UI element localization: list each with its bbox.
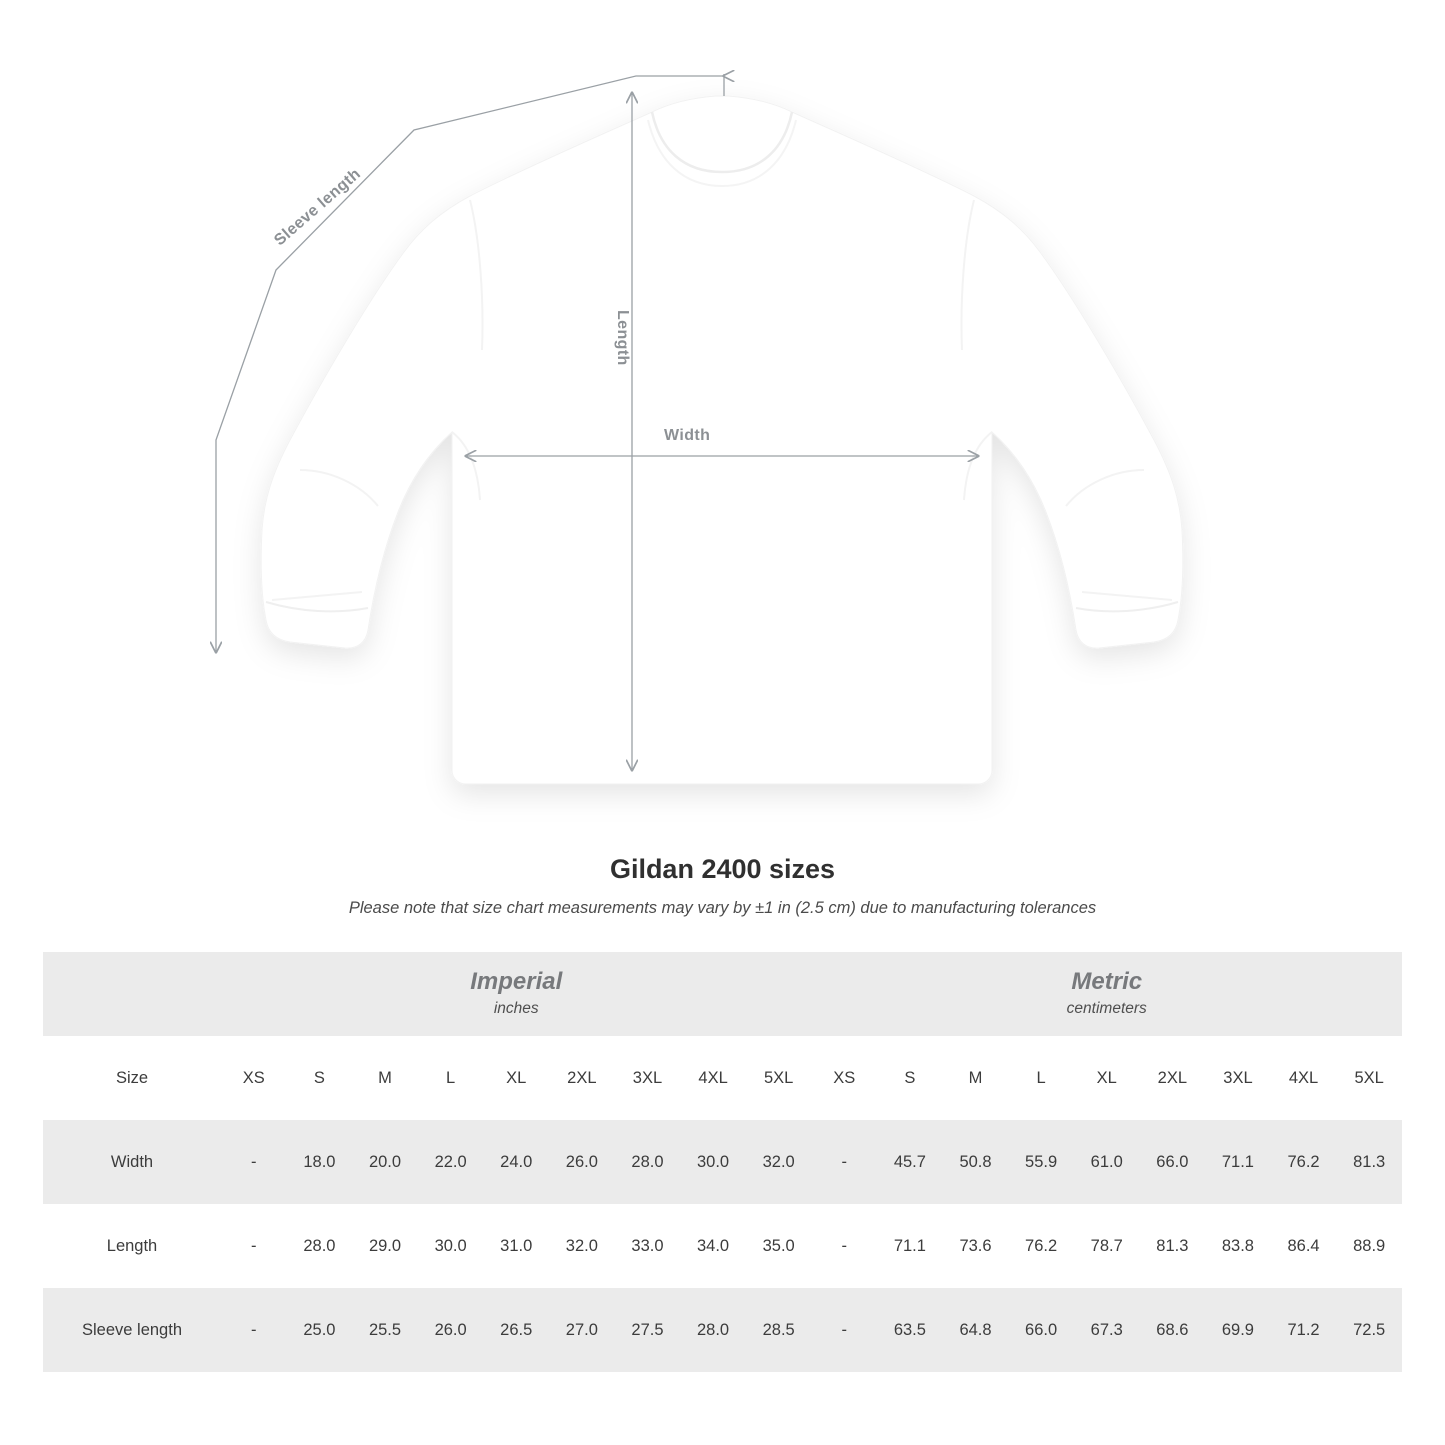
cell-length-metric-xs: - — [811, 1204, 877, 1288]
cell-length-metric-3xl: 83.8 — [1205, 1204, 1271, 1288]
cell-length-imperial-5xl: 35.0 — [746, 1204, 812, 1288]
cell-length-imperial-3xl: 33.0 — [615, 1204, 681, 1288]
col-header-imperial-3xl: 3XL — [615, 1036, 681, 1120]
system-imperial-name: Imperial — [470, 967, 563, 995]
cell-length-imperial-s: 28.0 — [287, 1204, 353, 1288]
cell-sleeve-imperial-xl: 26.5 — [483, 1288, 549, 1372]
table-row — [43, 1288, 1402, 1372]
label-sleeve-length: Sleeve length — [271, 165, 365, 250]
table-row — [43, 1204, 1402, 1288]
cell-length-imperial-xl: 31.0 — [483, 1204, 549, 1288]
system-metric-unit: centimeters — [1066, 999, 1147, 1017]
size-table — [43, 952, 1402, 1372]
cell-width-metric-xs: - — [811, 1120, 877, 1204]
cell-width-metric-2xl: 66.0 — [1140, 1120, 1206, 1204]
cell-sleeve-metric-m: 64.8 — [943, 1288, 1009, 1372]
col-header-metric-3xl: 3XL — [1205, 1036, 1271, 1120]
label-length: Length — [614, 310, 631, 366]
title-block — [0, 854, 1445, 918]
cell-width-imperial-m: 20.0 — [352, 1120, 418, 1204]
system-row-spacer — [43, 952, 221, 1036]
size-header-label: Size — [43, 1036, 221, 1120]
cell-sleeve-imperial-xs: - — [221, 1288, 287, 1372]
cell-length-metric-m: 73.6 — [943, 1204, 1009, 1288]
size-header-row — [43, 1036, 1402, 1120]
col-header-imperial-2xl: 2XL — [549, 1036, 615, 1120]
cell-sleeve-imperial-s: 25.0 — [287, 1288, 353, 1372]
cell-width-metric-xl: 61.0 — [1074, 1120, 1140, 1204]
cell-width-imperial-2xl: 26.0 — [549, 1120, 615, 1204]
cell-width-metric-s: 45.7 — [877, 1120, 943, 1204]
cell-width-imperial-xl: 24.0 — [483, 1120, 549, 1204]
cell-sleeve-imperial-3xl: 27.5 — [615, 1288, 681, 1372]
cell-width-imperial-s: 18.0 — [287, 1120, 353, 1204]
col-header-metric-5xl: 5XL — [1336, 1036, 1402, 1120]
tolerance-note: Please note that size chart measurements may vary by ±1 in (2.5 cm) due to manufacturing tolerances — [348, 899, 1097, 917]
col-header-metric-4xl: 4XL — [1271, 1036, 1337, 1120]
cell-sleeve-metric-s: 63.5 — [877, 1288, 943, 1372]
cell-length-imperial-m: 29.0 — [352, 1204, 418, 1288]
col-header-imperial-m: M — [352, 1036, 418, 1120]
cell-width-metric-m: 50.8 — [943, 1120, 1009, 1204]
cell-width-imperial-3xl: 28.0 — [615, 1120, 681, 1204]
cell-sleeve-metric-3xl: 69.9 — [1205, 1288, 1271, 1372]
cell-width-metric-5xl: 81.3 — [1336, 1120, 1402, 1204]
cell-sleeve-imperial-2xl: 27.0 — [549, 1288, 615, 1372]
system-metric — [811, 952, 1402, 1036]
size-table-wrapper — [43, 952, 1402, 1372]
page-title: Gildan 2400 sizes — [609, 854, 836, 884]
row-label-width: Width — [43, 1120, 221, 1204]
col-header-metric-xl: XL — [1074, 1036, 1140, 1120]
cell-length-metric-2xl: 81.3 — [1140, 1204, 1206, 1288]
cell-width-metric-3xl: 71.1 — [1205, 1120, 1271, 1204]
cell-length-imperial-2xl: 32.0 — [549, 1204, 615, 1288]
cell-length-metric-5xl: 88.9 — [1336, 1204, 1402, 1288]
unit-system-row — [43, 952, 1402, 1036]
col-header-metric-s: S — [877, 1036, 943, 1120]
cell-length-imperial-l: 30.0 — [418, 1204, 484, 1288]
col-header-imperial-l: L — [418, 1036, 484, 1120]
row-label-length: Length — [43, 1204, 221, 1288]
col-header-imperial-xs: XS — [221, 1036, 287, 1120]
system-imperial-unit: inches — [493, 999, 539, 1017]
system-metric-name: Metric — [1071, 967, 1143, 995]
cell-sleeve-metric-2xl: 68.6 — [1140, 1288, 1206, 1372]
label-width: Width — [664, 427, 711, 444]
cell-sleeve-imperial-5xl: 28.5 — [746, 1288, 812, 1372]
col-header-metric-l: L — [1008, 1036, 1074, 1120]
col-header-metric-m: M — [943, 1036, 1009, 1120]
cell-sleeve-imperial-m: 25.5 — [352, 1288, 418, 1372]
cell-length-metric-s: 71.1 — [877, 1204, 943, 1288]
cell-sleeve-metric-xs: - — [811, 1288, 877, 1372]
cell-length-metric-l: 76.2 — [1008, 1204, 1074, 1288]
cell-length-imperial-4xl: 34.0 — [680, 1204, 746, 1288]
col-header-imperial-s: S — [287, 1036, 353, 1120]
cell-sleeve-metric-5xl: 72.5 — [1336, 1288, 1402, 1372]
col-header-metric-2xl: 2XL — [1140, 1036, 1206, 1120]
cell-width-metric-4xl: 76.2 — [1271, 1120, 1337, 1204]
col-header-metric-xs: XS — [811, 1036, 877, 1120]
col-header-imperial-xl: XL — [483, 1036, 549, 1120]
col-header-imperial-5xl: 5XL — [746, 1036, 812, 1120]
cell-length-metric-4xl: 86.4 — [1271, 1204, 1337, 1288]
cell-width-imperial-l: 22.0 — [418, 1120, 484, 1204]
cell-width-imperial-5xl: 32.0 — [746, 1120, 812, 1204]
cell-sleeve-imperial-l: 26.0 — [418, 1288, 484, 1372]
shirt-shape — [261, 96, 1183, 784]
cell-sleeve-metric-xl: 67.3 — [1074, 1288, 1140, 1372]
cell-sleeve-imperial-4xl: 28.0 — [680, 1288, 746, 1372]
system-imperial — [221, 952, 811, 1036]
cell-width-imperial-4xl: 30.0 — [680, 1120, 746, 1204]
cell-length-imperial-xs: - — [221, 1204, 287, 1288]
col-header-imperial-4xl: 4XL — [680, 1036, 746, 1120]
cell-sleeve-metric-4xl: 71.2 — [1271, 1288, 1337, 1372]
cell-sleeve-metric-l: 66.0 — [1008, 1288, 1074, 1372]
cell-width-imperial-xs: - — [221, 1120, 287, 1204]
cell-width-metric-l: 55.9 — [1008, 1120, 1074, 1204]
table-row — [43, 1120, 1402, 1204]
row-label-sleeve-length: Sleeve length — [43, 1288, 221, 1372]
cell-length-metric-xl: 78.7 — [1074, 1204, 1140, 1288]
